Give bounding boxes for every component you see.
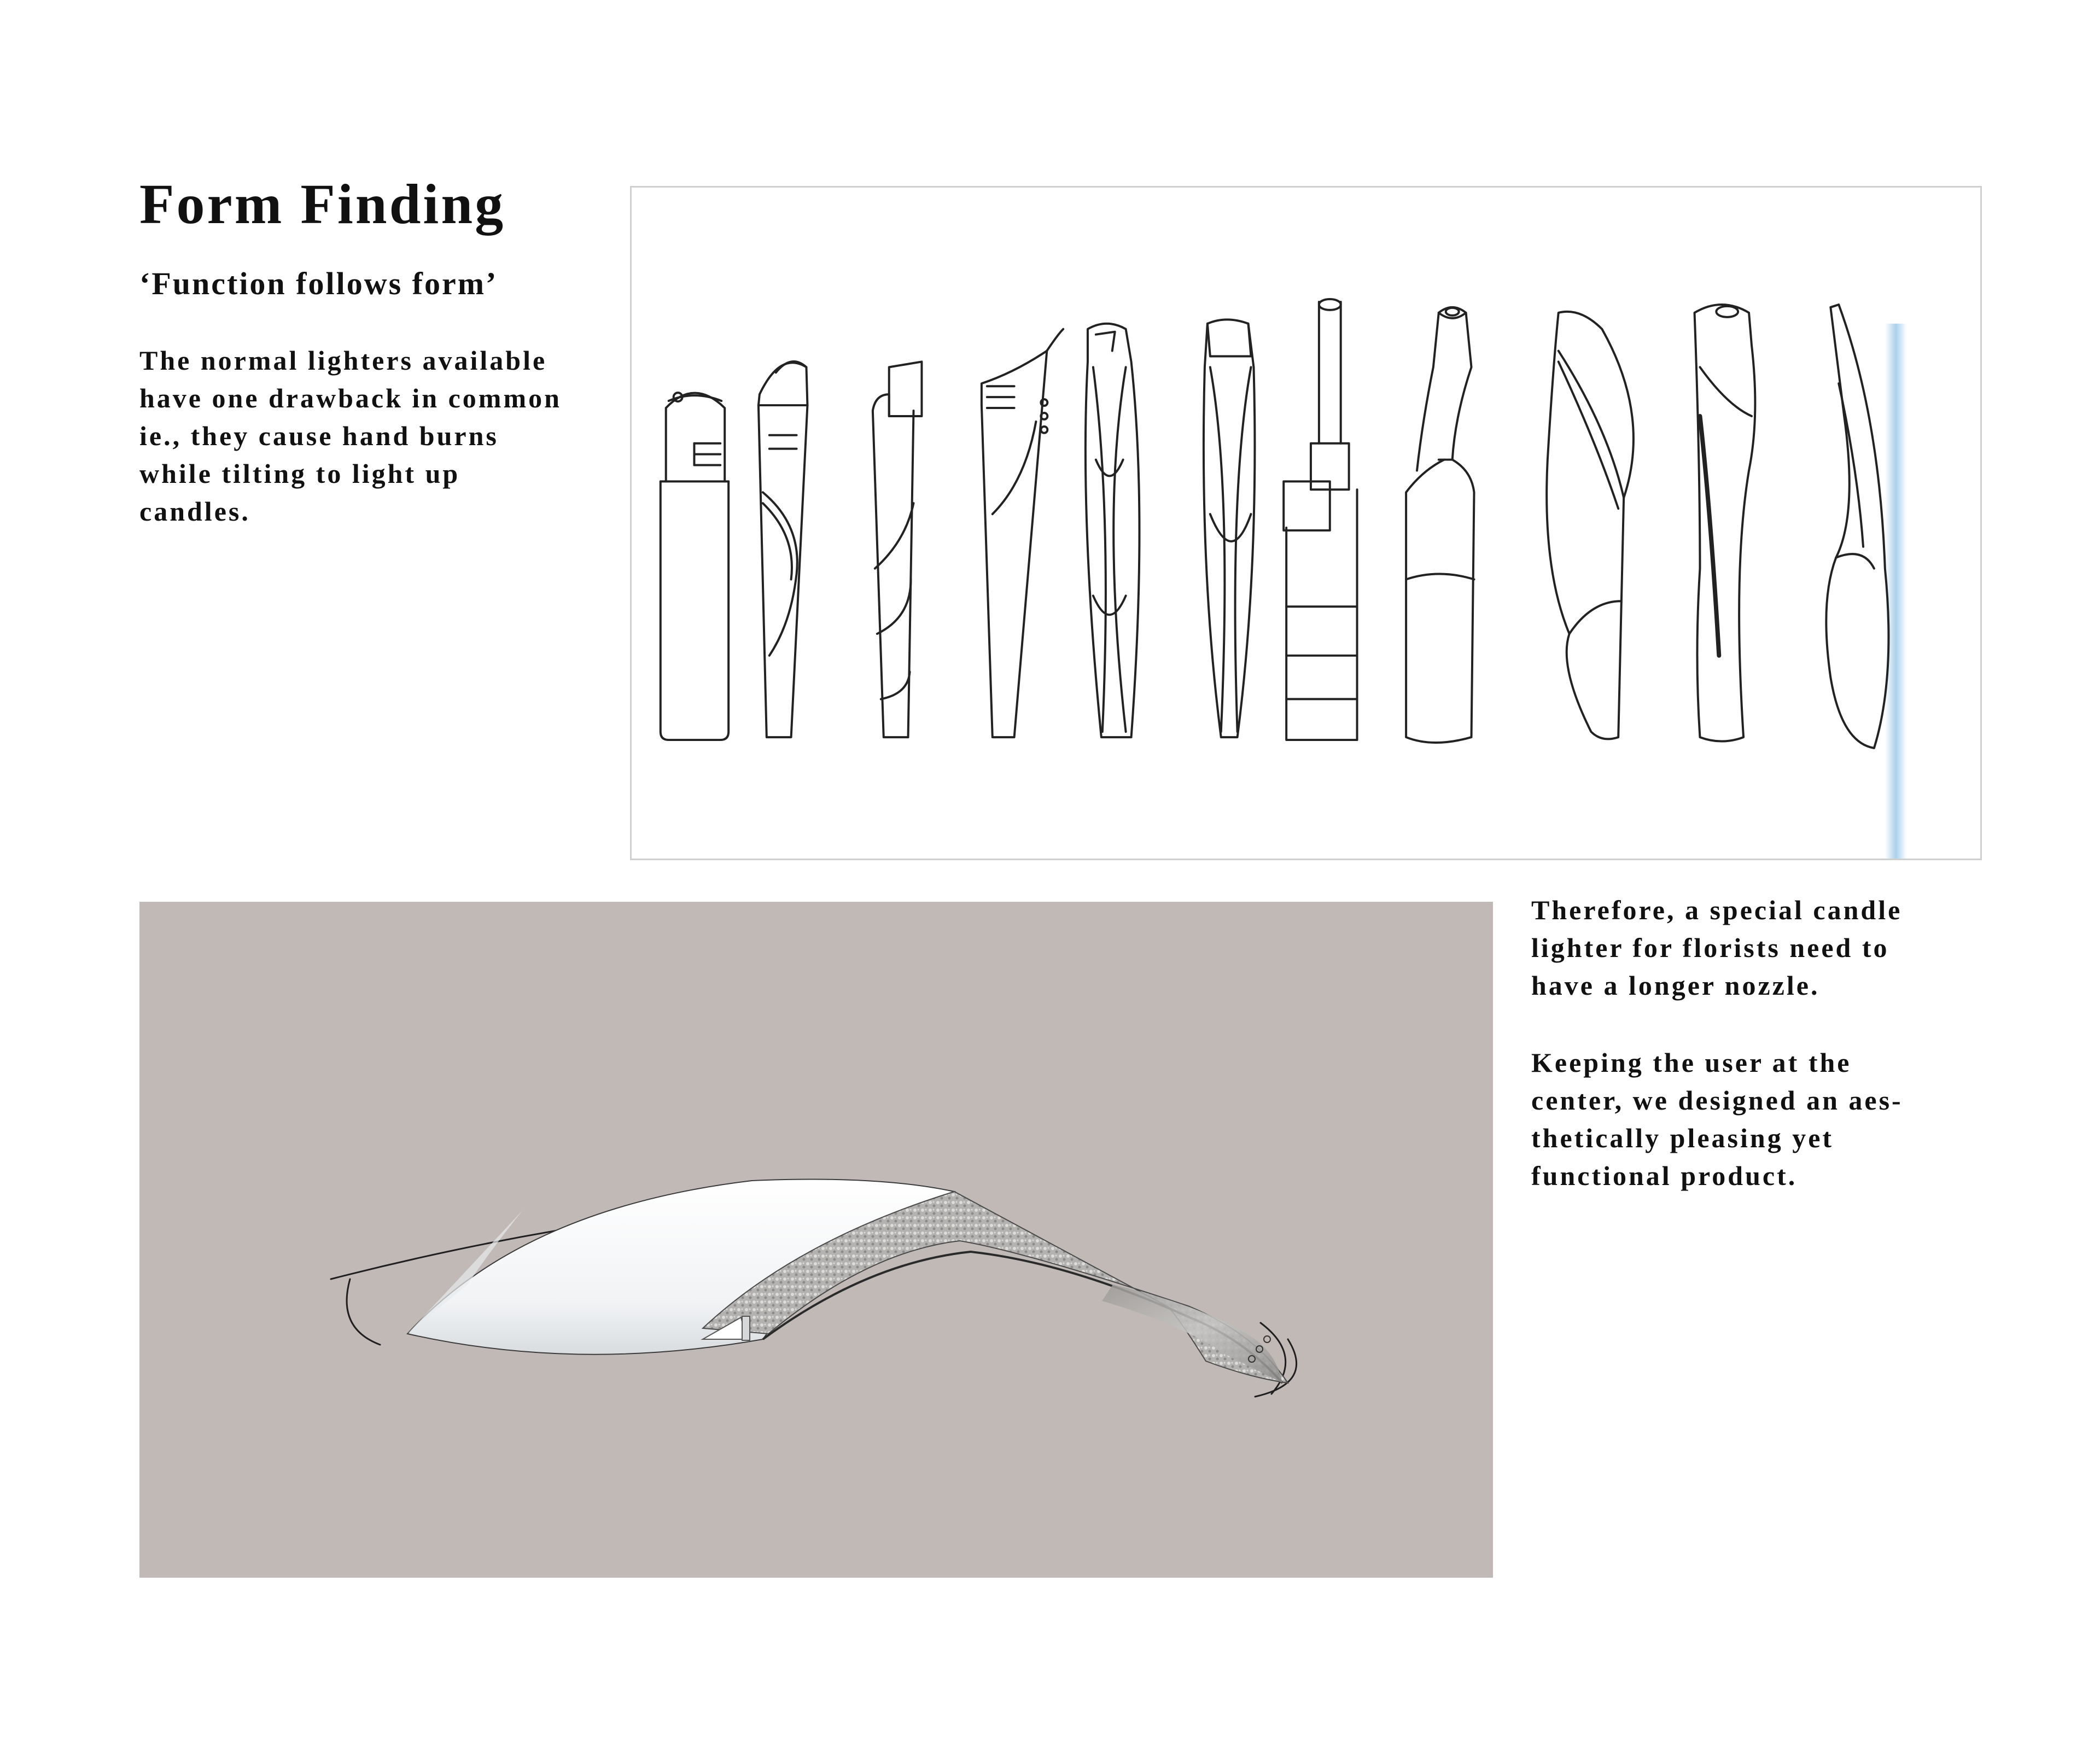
- lighter-sketches-panel: [630, 186, 1982, 860]
- lighter-render-icon: [139, 902, 1493, 1578]
- page-subtitle: ‘Function follows form’: [139, 266, 498, 301]
- sketch-lighter-11: [1826, 305, 1906, 859]
- intro-paragraph: The normal lighters available have one drawback in common ie., they cause hand burns while tilting to light up candles.: [139, 345, 562, 527]
- sketch-lighter-8: [1406, 307, 1474, 743]
- sketch-lighter-10: [1695, 305, 1755, 742]
- sketch-lighter-2: [759, 361, 808, 737]
- sketch-lighter-4: [982, 329, 1063, 737]
- sketch-lighter-3: [873, 361, 922, 737]
- lighter-sketches-icon: [632, 188, 1980, 859]
- page-title: Form Finding: [139, 173, 506, 236]
- sketch-lighter-7: [1284, 299, 1357, 740]
- sketch-lighter-1: [661, 393, 728, 740]
- therefore-paragraph: Therefore, a special candle lighter for florists need to have a longer nozzle.: [1531, 895, 1903, 1001]
- lighter-render-panel: [139, 902, 1493, 1578]
- sketch-lighter-5: [1086, 324, 1140, 737]
- sketch-lighter-9: [1547, 312, 1634, 739]
- sketch-lighter-6: [1204, 319, 1255, 737]
- user-center-paragraph: Keeping the user at the center, we designed an aes- thetically pleasing yet functional product.: [1531, 1047, 1903, 1191]
